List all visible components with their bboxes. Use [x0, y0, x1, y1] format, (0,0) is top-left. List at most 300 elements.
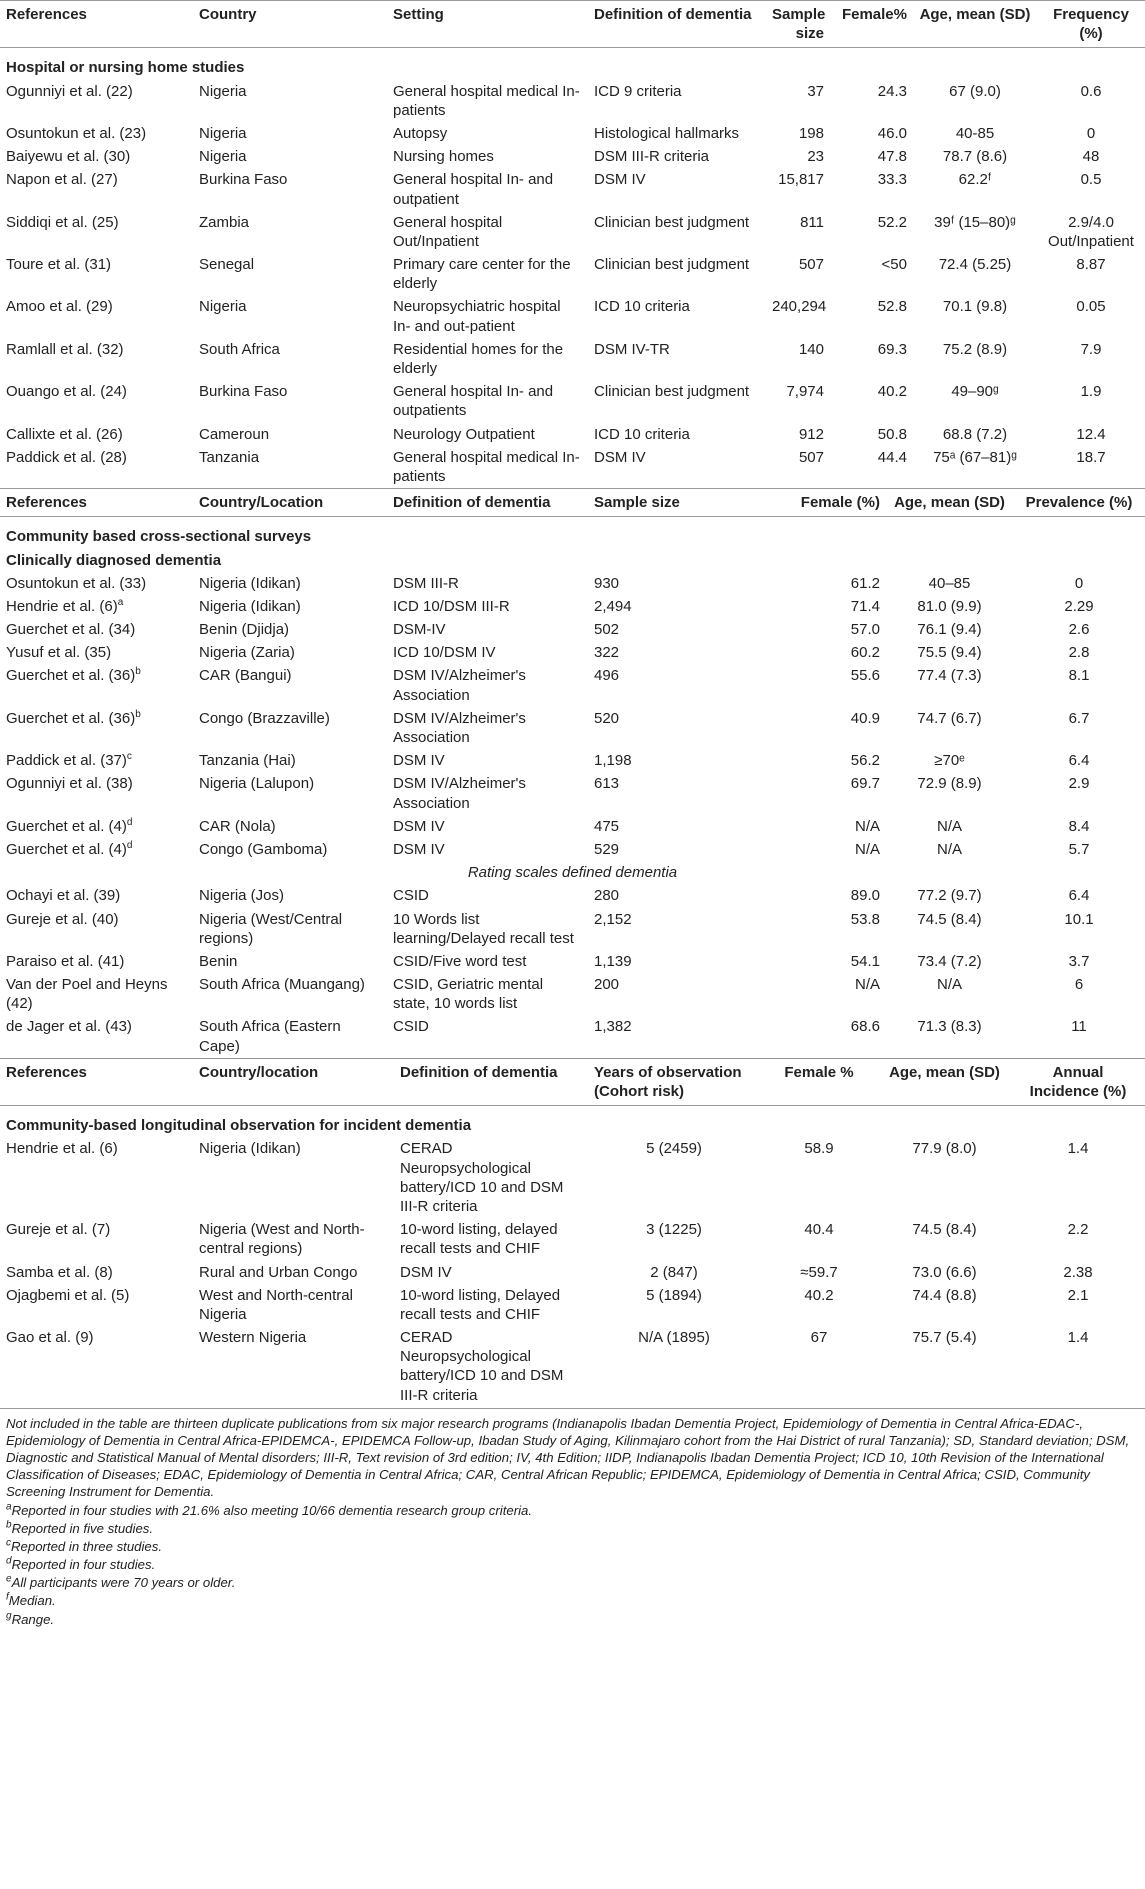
footnote-text: Range. — [11, 1611, 55, 1627]
hospital-studies-table — [0, 0, 1145, 488]
section-title: Hospital or nursing home studies — [6, 59, 245, 77]
cell-frequency-text: 8.87 — [1076, 256, 1106, 274]
table1-header-row — [0, 1, 1145, 48]
cell-definition — [387, 772, 588, 814]
cell-frequency — [1037, 423, 1145, 446]
cell-female-text: 40.4 — [804, 1221, 834, 1239]
cell-frequency-text: 0.05 — [1076, 298, 1106, 316]
cell-definition-text: DSM-IV — [393, 621, 446, 639]
cell-years-text: 3 (1225) — [646, 1221, 702, 1239]
cell-female — [760, 1218, 878, 1260]
cell-reference — [0, 446, 193, 488]
cell-prevalence — [1013, 973, 1145, 1015]
cell-female-text: 55.6 — [850, 667, 880, 685]
cell-female-text: 61.2 — [850, 574, 880, 592]
cell-reference-text: Osuntokun et al. (23) — [6, 124, 147, 142]
longitudinal-table — [0, 1058, 1145, 1407]
cell-age — [913, 122, 1037, 145]
cell-country — [193, 338, 387, 380]
cell-reference-text: Napon et al. (27) — [6, 171, 118, 189]
footnote-text: All participants were 70 years or older. — [11, 1575, 236, 1591]
cell-country — [193, 1015, 387, 1057]
cell-definition-text: ICD 10 criteria — [594, 425, 690, 443]
cell-reference — [0, 423, 193, 446]
cell-female-text: 54.1 — [850, 952, 880, 970]
cell-sample-size — [588, 749, 766, 772]
header-incidence: Annual Incidence (%) — [1011, 1058, 1145, 1105]
cell-setting — [387, 122, 588, 145]
cell-definition-text: DSM IV-TR — [594, 340, 670, 358]
cell-definition — [394, 1218, 588, 1260]
cell-female — [766, 641, 886, 664]
cell-reference — [0, 884, 193, 907]
table-row — [0, 815, 1145, 838]
cell-years-text: 2 (847) — [650, 1263, 698, 1281]
cell-age — [886, 664, 1013, 706]
table-row — [0, 80, 1145, 122]
cell-reference-text: Paraiso et al. (41) — [6, 952, 125, 970]
cell-definition-text: 10 Words list learning/Delayed recall test — [393, 910, 574, 947]
table-row — [0, 950, 1145, 973]
cell-country — [193, 80, 387, 122]
cell-age-text: N/A — [936, 976, 962, 994]
cell-definition — [394, 1137, 588, 1218]
cell-reference — [0, 253, 193, 295]
cell-country-text: Congo (Brazzaville) — [199, 709, 330, 727]
cell-prevalence-text: 8.4 — [1068, 817, 1090, 835]
cell-sample-size-text: 200 — [594, 976, 620, 994]
table-row — [0, 168, 1145, 210]
footnote-mark: g — [6, 1610, 12, 1622]
cell-setting — [387, 145, 588, 168]
cell-female-text: N/A — [854, 976, 880, 994]
cell-reference-text: de Jager et al. (43) — [6, 1018, 132, 1036]
cell-setting-text: General hospital In- and outpatients — [393, 383, 554, 420]
cell-country — [193, 1284, 394, 1326]
cell-reference-text: Ogunniyi et al. (38) — [6, 775, 133, 793]
cell-prevalence — [1013, 838, 1145, 861]
cell-female — [766, 664, 886, 706]
cell-sample-size-text: 1,139 — [594, 952, 632, 970]
header-sample-size: Sample size — [588, 489, 766, 517]
table2-clinical-body — [0, 572, 1145, 861]
cell-age — [886, 618, 1013, 641]
header-references: References — [0, 1, 193, 48]
cell-age — [886, 641, 1013, 664]
cell-reference — [0, 380, 193, 422]
footnote-mark: c — [126, 751, 132, 763]
table2-header-row — [0, 489, 1145, 517]
cell-age — [886, 838, 1013, 861]
cell-definition-text: DSM III-R criteria — [594, 148, 710, 166]
table-row — [0, 707, 1145, 749]
cell-female — [766, 908, 886, 950]
cell-prevalence — [1013, 772, 1145, 814]
cell-country-text: Western Nigeria — [199, 1329, 307, 1347]
subsection-title: Clinically diagnosed dementia — [6, 551, 222, 569]
cell-sample-size-text: 507 — [798, 448, 824, 466]
cell-reference — [0, 973, 193, 1015]
cell-age — [886, 973, 1013, 1015]
cell-sample-size-text: 23 — [807, 148, 824, 166]
cell-prevalence-text: 6.4 — [1068, 752, 1090, 770]
cell-frequency-text: 0.6 — [1080, 82, 1102, 100]
cell-age-text: 49–90ᵍ — [951, 383, 999, 401]
cell-country-text: Congo (Gamboma) — [199, 840, 328, 858]
community-surveys-table — [0, 488, 1145, 1058]
cell-female — [830, 80, 913, 122]
cell-sample-size-text: 1,198 — [594, 752, 632, 770]
cell-reference-text: Ogunniyi et al. (22) — [6, 82, 133, 100]
cell-reference-text: Paddick et al. (37) — [6, 752, 127, 770]
header-frequency: Frequency (%) — [1037, 1, 1145, 48]
subsection-row — [0, 549, 1145, 572]
cell-female-text: 57.0 — [850, 621, 880, 639]
cell-frequency — [1037, 211, 1145, 253]
cell-age — [878, 1261, 1011, 1284]
cell-female — [766, 618, 886, 641]
cell-sample-size — [588, 973, 766, 1015]
cell-frequency — [1037, 80, 1145, 122]
table3-header-row — [0, 1058, 1145, 1105]
cell-reference — [0, 618, 193, 641]
cell-incidence-text: 2.38 — [1063, 1263, 1093, 1281]
table-row — [0, 572, 1145, 595]
cell-female — [760, 1284, 878, 1326]
cell-prevalence-text: 2.8 — [1068, 644, 1090, 662]
cell-country — [193, 664, 387, 706]
footnote-mark: a — [6, 1501, 12, 1513]
cell-sample-size — [588, 772, 766, 814]
footnote-list — [6, 1502, 1139, 1628]
cell-female-text: 67 — [810, 1329, 828, 1347]
footnote-text: Median. — [8, 1593, 56, 1609]
cell-female — [760, 1326, 878, 1407]
cell-country-text: Nigeria — [199, 82, 247, 100]
cell-sample-size — [588, 838, 766, 861]
cell-frequency — [1037, 168, 1145, 210]
cell-female — [766, 950, 886, 973]
cell-country-text: Nigeria (Lalupon) — [199, 775, 315, 793]
cell-definition — [387, 884, 588, 907]
cell-age-text: 74.7 (6.7) — [917, 709, 982, 727]
cell-sample-size — [766, 338, 830, 380]
cell-reference-text: Guerchet et al. (36) — [6, 709, 136, 727]
footnote-item — [6, 1520, 1139, 1537]
cell-reference-text: Paddick et al. (28) — [6, 448, 127, 466]
cell-age-text: 74.5 (8.4) — [917, 910, 982, 928]
table-row — [0, 253, 1145, 295]
cell-sample-size — [766, 122, 830, 145]
cell-setting — [387, 380, 588, 422]
cell-country — [193, 1218, 394, 1260]
cell-prevalence — [1013, 884, 1145, 907]
cell-sample-size — [588, 815, 766, 838]
cell-prevalence — [1013, 707, 1145, 749]
table-row — [0, 1284, 1145, 1326]
cell-incidence — [1011, 1261, 1145, 1284]
cell-setting-text: General hospital medical In-patients — [393, 82, 580, 119]
cell-definition-text: ICD 10/DSM III-R — [393, 597, 510, 615]
cell-setting — [387, 211, 588, 253]
cell-reference — [0, 838, 193, 861]
cell-age-text: N/A — [936, 840, 962, 858]
table-row — [0, 380, 1145, 422]
cell-age — [913, 80, 1037, 122]
footnote-mark: b — [135, 708, 141, 720]
header-definition: Definition of dementia — [588, 1, 766, 48]
cell-years — [588, 1284, 760, 1326]
cell-sample-size — [766, 80, 830, 122]
cell-reference — [0, 295, 193, 337]
cell-female-text: 40.9 — [850, 709, 880, 727]
cell-age-text: 76.1 (9.4) — [917, 621, 982, 639]
cell-country-text: Tanzania (Hai) — [199, 752, 296, 770]
cell-sample-size — [588, 950, 766, 973]
cell-country — [193, 253, 387, 295]
cell-age — [886, 772, 1013, 814]
cell-country-text: Rural and Urban Congo — [199, 1263, 358, 1281]
footnote-item — [6, 1611, 1139, 1628]
table-row — [0, 211, 1145, 253]
cell-definition-text: DSM IV/Alzheimer's Association — [393, 775, 526, 812]
cell-years — [588, 1137, 760, 1218]
cell-age — [913, 338, 1037, 380]
cell-prevalence — [1013, 950, 1145, 973]
cell-age-text: 75ᵃ (67–81)ᵍ — [933, 448, 1017, 466]
cell-age — [886, 1015, 1013, 1057]
cell-definition — [387, 838, 588, 861]
cell-reference-text: Hendrie et al. (6) — [6, 1140, 118, 1158]
cell-sample-size-text: 520 — [594, 709, 620, 727]
cell-sample-size — [766, 168, 830, 210]
cell-sample-size-text: 930 — [594, 574, 620, 592]
cell-sample-size — [588, 664, 766, 706]
cell-setting-text: Residential homes for the elderly — [393, 340, 564, 377]
cell-age-text: 39ᶠ (15–80)ᵍ — [934, 213, 1016, 231]
cell-prevalence — [1013, 572, 1145, 595]
cell-country — [193, 908, 387, 950]
cell-reference-text: Callixte et al. (26) — [6, 425, 123, 443]
cell-sample-size-text: 322 — [594, 644, 620, 662]
cell-female-text: 89.0 — [850, 887, 880, 905]
cell-prevalence — [1013, 815, 1145, 838]
cell-female — [766, 884, 886, 907]
cell-country — [193, 618, 387, 641]
cell-prevalence — [1013, 749, 1145, 772]
cell-frequency — [1037, 380, 1145, 422]
cell-prevalence-text: 5.7 — [1068, 840, 1090, 858]
cell-frequency-text: 1.9 — [1080, 383, 1102, 401]
table-row — [0, 884, 1145, 907]
cell-reference — [0, 641, 193, 664]
cell-female — [766, 838, 886, 861]
cell-definition — [588, 380, 766, 422]
cell-definition-text: DSM IV — [393, 817, 445, 835]
cell-reference — [0, 950, 193, 973]
cell-definition — [387, 815, 588, 838]
cell-definition — [588, 145, 766, 168]
header-sample-size: Sample size — [766, 1, 830, 48]
cell-reference — [0, 1218, 193, 1260]
table-row — [0, 295, 1145, 337]
cell-female-text: N/A — [854, 840, 880, 858]
section-title: Community based cross-sectional surveys — [6, 528, 312, 546]
cell-female-text: 58.9 — [804, 1140, 834, 1158]
cell-setting — [387, 80, 588, 122]
cell-reference-text: Guerchet et al. (36) — [6, 667, 136, 685]
cell-female — [830, 122, 913, 145]
cell-sample-size-text: 613 — [594, 775, 620, 793]
cell-female-text: 52.2 — [877, 213, 907, 231]
cell-reference-text: Guerchet et al. (4) — [6, 840, 127, 858]
footnotes — [0, 1409, 1145, 1628]
cell-definition — [387, 572, 588, 595]
cell-reference-text: Ouango et al. (24) — [6, 383, 127, 401]
cell-definition-text: DSM IV — [393, 840, 445, 858]
cell-setting-text: General hospital medical In-patients — [393, 448, 580, 485]
cell-female — [830, 168, 913, 210]
cell-female — [830, 338, 913, 380]
cell-reference-text: Yusuf et al. (35) — [6, 644, 112, 662]
cell-reference-text: Osuntokun et al. (33) — [6, 574, 147, 592]
cell-sample-size-text: 529 — [594, 840, 620, 858]
cell-reference-text: Guerchet et al. (34) — [6, 621, 136, 639]
header-age: Age, mean (SD) — [886, 489, 1013, 517]
cell-frequency-text: 2.9/4.0 Out/Inpatient — [1048, 213, 1134, 250]
footnote-main: Not included in the table are thirteen duplicate publications from six major research programs (Indianapolis Ibadan Dementia Project, Epidemiology of Dementia in Central Africa-EDAC-, Epidemiology of Dementia in Central Africa-EPIDEMCA-, EPIDEMCA Follow-up, Ibadan Study of Aging, Kilinmajaro cohort from the Hai District of rural Tanzania); SD, Standard deviation; DSM, Diagnostic and Statistical Manual of Mental disorders; III-R, Text revision of 3rd edition; IV, 4th Edition; IIDP, Indianapolis Ibadan Dementia Project; ICD 10, 10th Revision of the International Classification of Diseases; EDAC, Epidemiology of Dementia in Central Africa; CAR, Central African Republic; EPIDEMCA, Epidemiology of Dementia in Central Africa; CSID, Community Screening Instrument for Dementia. — [6, 1415, 1130, 1500]
cell-prevalence — [1013, 1015, 1145, 1057]
cell-reference-text: Guerchet et al. (4) — [6, 817, 127, 835]
cell-female — [766, 1015, 886, 1057]
cell-setting — [387, 253, 588, 295]
footnote-mark: d — [126, 839, 133, 851]
cell-reference — [0, 1284, 193, 1326]
cell-age — [913, 211, 1037, 253]
cell-definition — [588, 211, 766, 253]
cell-country — [193, 1261, 394, 1284]
cell-country — [193, 772, 387, 814]
cell-country — [193, 295, 387, 337]
cell-female — [830, 211, 913, 253]
cell-sample-size-text: 15,817 — [778, 171, 824, 189]
footnote-mark: e — [6, 1573, 12, 1585]
header-setting: Setting — [387, 1, 588, 48]
cell-female — [766, 749, 886, 772]
cell-prevalence-text: 10.1 — [1064, 910, 1094, 928]
header-definition: Definition of dementia — [394, 1058, 588, 1105]
cell-country-text: Nigeria (Idikan) — [199, 1140, 301, 1158]
cell-sample-size — [766, 145, 830, 168]
cell-country — [193, 211, 387, 253]
cell-age-text: 40-85 — [955, 124, 995, 142]
cell-prevalence-text: 2.6 — [1068, 621, 1090, 639]
cell-reference-text: Hendrie et al. (6) — [6, 597, 118, 615]
section-row — [0, 517, 1145, 549]
cell-reference-text: Ochayi et al. (39) — [6, 887, 121, 905]
cell-age — [886, 884, 1013, 907]
cell-definition-text: 10-word listing, delayed recall tests and CHIF — [400, 1221, 558, 1258]
cell-prevalence-text: 3.7 — [1068, 952, 1090, 970]
cell-age-text: 77.9 (8.0) — [912, 1140, 977, 1158]
cell-definition — [387, 595, 588, 618]
cell-female — [830, 253, 913, 295]
cell-setting-text: Neurology Outpatient — [393, 425, 535, 443]
cell-sample-size — [588, 1015, 766, 1057]
cell-reference-text: Ojagbemi et al. (5) — [6, 1286, 130, 1304]
cell-country-text: Nigeria — [199, 298, 247, 316]
footnote-text: Reported in four studies. — [11, 1557, 156, 1573]
cell-reference-text: Van der Poel and Heyns (42) — [6, 976, 168, 1013]
cell-age-text: 78.7 (8.6) — [942, 148, 1008, 166]
cell-reference-text: Gureje et al. (40) — [6, 910, 119, 928]
cell-incidence — [1011, 1137, 1145, 1218]
cell-female — [766, 772, 886, 814]
cell-prevalence-text: 0 — [1074, 574, 1084, 592]
cell-definition — [394, 1284, 588, 1326]
cell-age-text: 70.1 (9.8) — [942, 298, 1008, 316]
cell-age-text: 75.2 (8.9) — [942, 340, 1008, 358]
cell-frequency — [1037, 446, 1145, 488]
cell-years — [588, 1218, 760, 1260]
header-references: References — [0, 1058, 193, 1105]
cell-country-text: Nigeria (West/Central regions) — [199, 910, 343, 947]
cell-reference — [0, 122, 193, 145]
footnote-item — [6, 1574, 1139, 1591]
footnote-item — [6, 1538, 1139, 1555]
cell-prevalence — [1013, 595, 1145, 618]
cell-reference-text: Siddiqi et al. (25) — [6, 213, 119, 231]
cell-prevalence-text: 6 — [1074, 976, 1084, 994]
cell-age-text: 77.2 (9.7) — [917, 887, 982, 905]
cell-incidence-text: 1.4 — [1067, 1140, 1089, 1158]
cell-sample-size — [588, 884, 766, 907]
cell-years-text: N/A (1895) — [638, 1329, 710, 1347]
footnote-mark: f — [6, 1591, 9, 1603]
header-country-location: Country/Location — [193, 489, 387, 517]
cell-frequency — [1037, 253, 1145, 295]
cell-age — [913, 295, 1037, 337]
cell-definition-text: DSM IV/Alzheimer's Association — [393, 709, 526, 746]
cell-country — [193, 168, 387, 210]
cell-country — [193, 641, 387, 664]
cell-country-text: CAR (Bangui) — [199, 667, 292, 685]
cell-age — [878, 1218, 1011, 1260]
cell-definition — [394, 1261, 588, 1284]
cell-reference-text: Gureje et al. (7) — [6, 1221, 111, 1239]
cell-sample-size — [766, 295, 830, 337]
cell-reference-text: Gao et al. (9) — [6, 1329, 94, 1347]
cell-female — [830, 380, 913, 422]
table-row — [0, 641, 1145, 664]
cell-years-text: 5 (1894) — [646, 1286, 702, 1304]
cell-setting — [387, 446, 588, 488]
cell-definition-text: DSM IV — [594, 448, 646, 466]
cell-setting — [387, 295, 588, 337]
footnote-mark: b — [135, 666, 141, 678]
cell-definition-text: CERAD Neuropsychological battery/ICD 10 and DSM III-R criteria — [400, 1329, 564, 1404]
cell-female — [766, 572, 886, 595]
footnote-mark: d — [126, 816, 133, 828]
section-row — [0, 1106, 1145, 1138]
cell-reference — [0, 1137, 193, 1218]
cell-sample-size-text: 140 — [798, 340, 824, 358]
cell-frequency-text: 48 — [1082, 148, 1100, 166]
cell-definition — [588, 446, 766, 488]
rating-subsection-title: Rating scales defined dementia — [467, 864, 678, 882]
cell-definition — [387, 664, 588, 706]
cell-country — [193, 1137, 394, 1218]
